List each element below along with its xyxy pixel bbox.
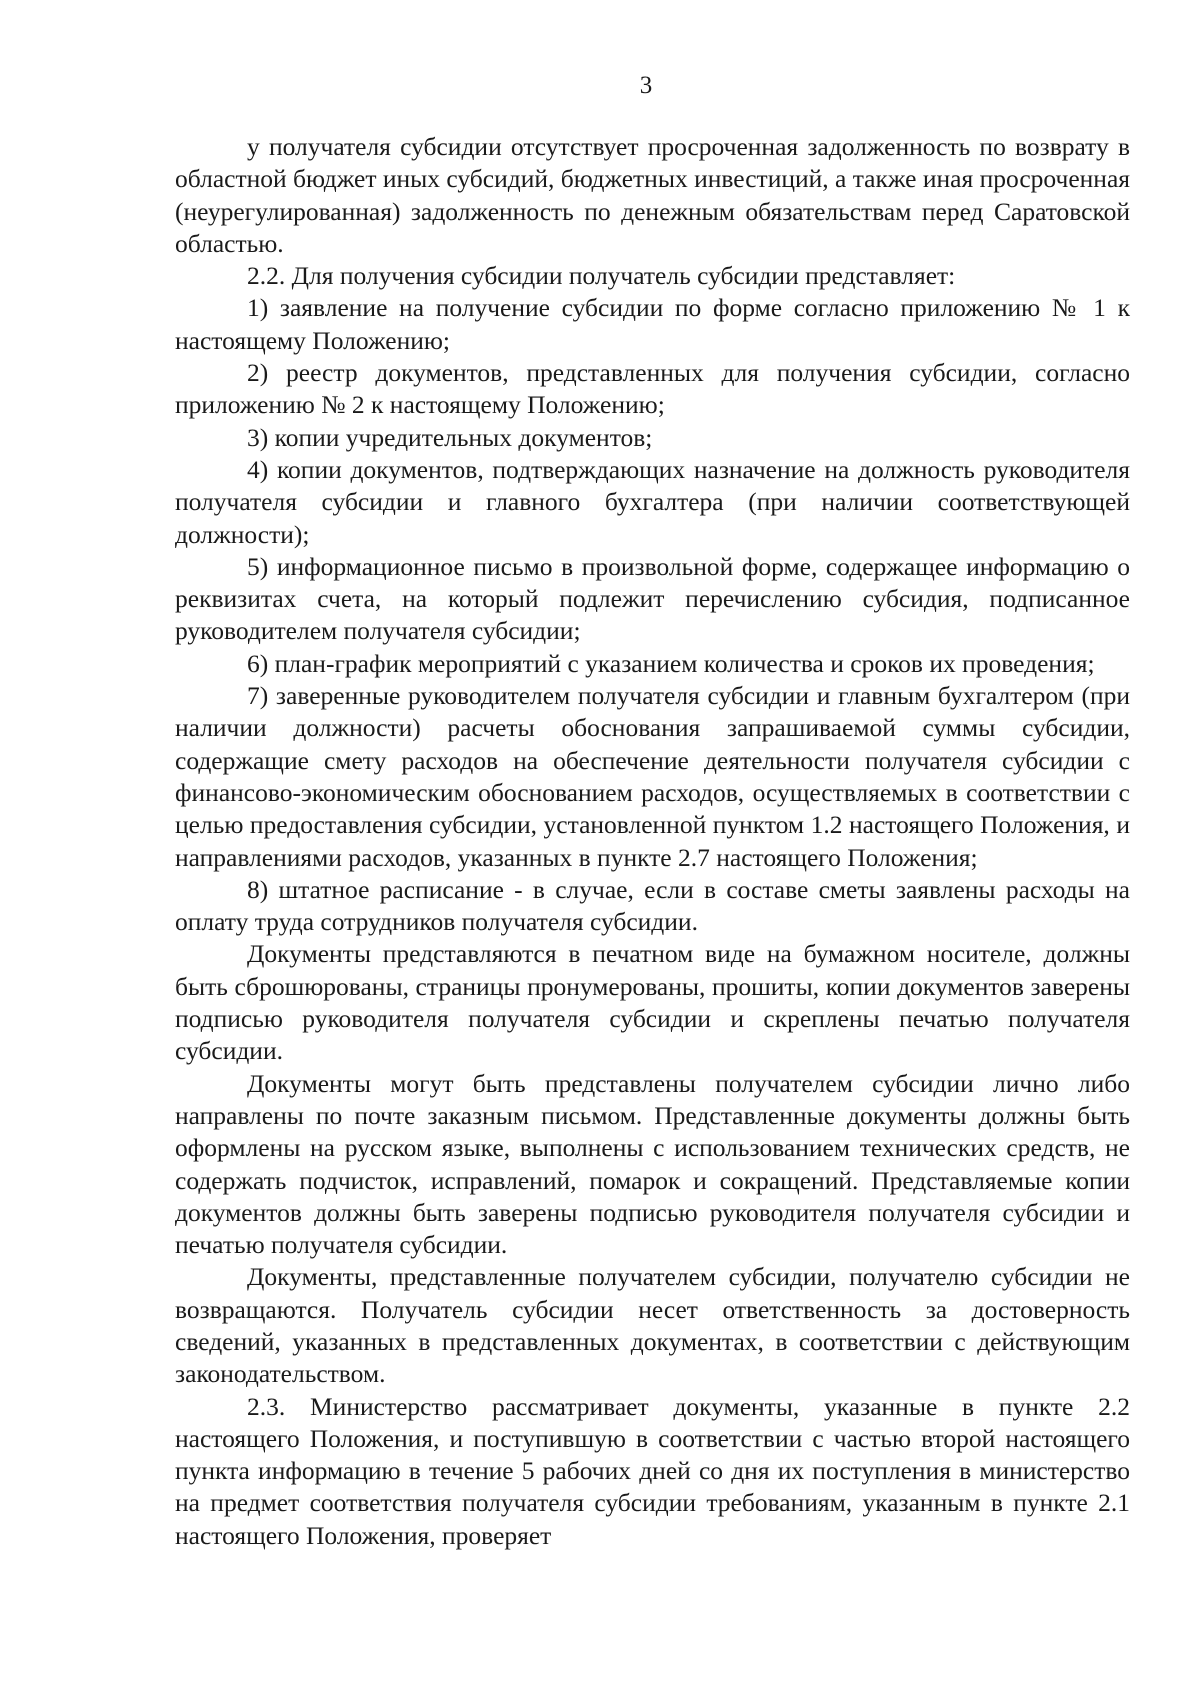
page-number: 3 [639, 72, 653, 99]
paragraph-subsidy-debt-condition: у получателя субсидии отсутствует просроченная задолженность по возврату в областной бюджет иных субсидий, бюджетных инвестиций, а также иная просроченная (неурегулированная) задолженность по денежным обязательствам перед Саратовской областью. [175, 132, 1130, 258]
list-item-3-founding-docs: 3) копии учредительных документов; [247, 422, 653, 452]
list-item-4-appointment-docs: 4) копии документов, подтверждающих назначение на должность руководителя получателя субсидии и главного бухгалтера (при наличии соответствующей должности); [175, 454, 1130, 549]
list-item-6-schedule: 6) план-график мероприятий с указанием количества и сроков их проведения; [247, 648, 1095, 678]
list-item-1-application: 1) заявление на получение субсидии по форме согласно приложению № 1 к настоящему Положению; [175, 293, 1130, 355]
paragraph-documents-not-returned: Документы, представленные получателем субсидии, получателю субсидии не возвращаются. Получатель субсидии несет ответственность за достоверность сведений, указанных в представленных документах, в соответствии с действующим законодательством. [175, 1262, 1130, 1389]
paragraph-2-3-review: 2.3. Министерство рассматривает документы, указанные в пункте 2.2 настоящего Положения, и поступившую в соответствии с частью второй настоящего пункта информацию в течение 5 рабочих дней со дня их поступления в министерство на предмет соответствия получателя субсидии требованиям, указанным в пункте 2.1 настоящего Положения, проверяет [175, 1391, 1130, 1550]
document-body [175, 131, 1130, 1552]
paragraph-document-format: Документы представляются в печатном виде на бумажном носителе, должны быть сброшюрованы, страницы пронумерованы, прошиты, копии документов заверены подписью руководителя получателя субсидии и скреплены печатью получателя субсидии. [175, 939, 1130, 1066]
list-item-8-staff-schedule: 8) штатное расписание - в случае, если в составе сметы заявлены расходы на оплату труда сотрудников получателя субсидии. [175, 874, 1130, 937]
paragraph-2-2-heading: 2.2. Для получения субсидии получатель субсидии представляет: [247, 261, 956, 291]
list-item-2-registry: 2) реестр документов, представленных для получения субсидии, согласно приложению № 2 к настоящему Положению; [175, 358, 1130, 420]
list-item-7-calculations: 7) заверенные руководителем получателя субсидии и главным бухгалтером (при наличии должности) расчеты обоснования запрашиваемой суммы субсидии, содержащие смету расходов на обеспечение деятельности получателя субсидии с финансово-экономическим обоснованием расходов, осуществляемых в соответствии с целью предоставления субсидии, установленной пунктом 1.2 настоящего Положения, и направлениями расходов, указанных в пункте 2.7 настоящего Положения; [175, 681, 1130, 872]
paragraph-submission-methods: Документы могут быть представлены получателем субсидии лично либо направлены по почте заказным письмом. Представленные документы должны быть оформлены на русском языке, выполнены с использованием технических средств, не содержать подчисток, исправлений, помарок и сокращений. Представляемые копии документов должны быть заверены подписью руководителя получателя субсидии и печатью получателя субсидии. [175, 1068, 1130, 1260]
list-item-5-info-letter: 5) информационное письмо в произвольной форме, содержащее информацию о реквизитах счета, на который подлежит перечислению субсидия, подписанное руководителем получателя субсидии; [175, 551, 1130, 646]
